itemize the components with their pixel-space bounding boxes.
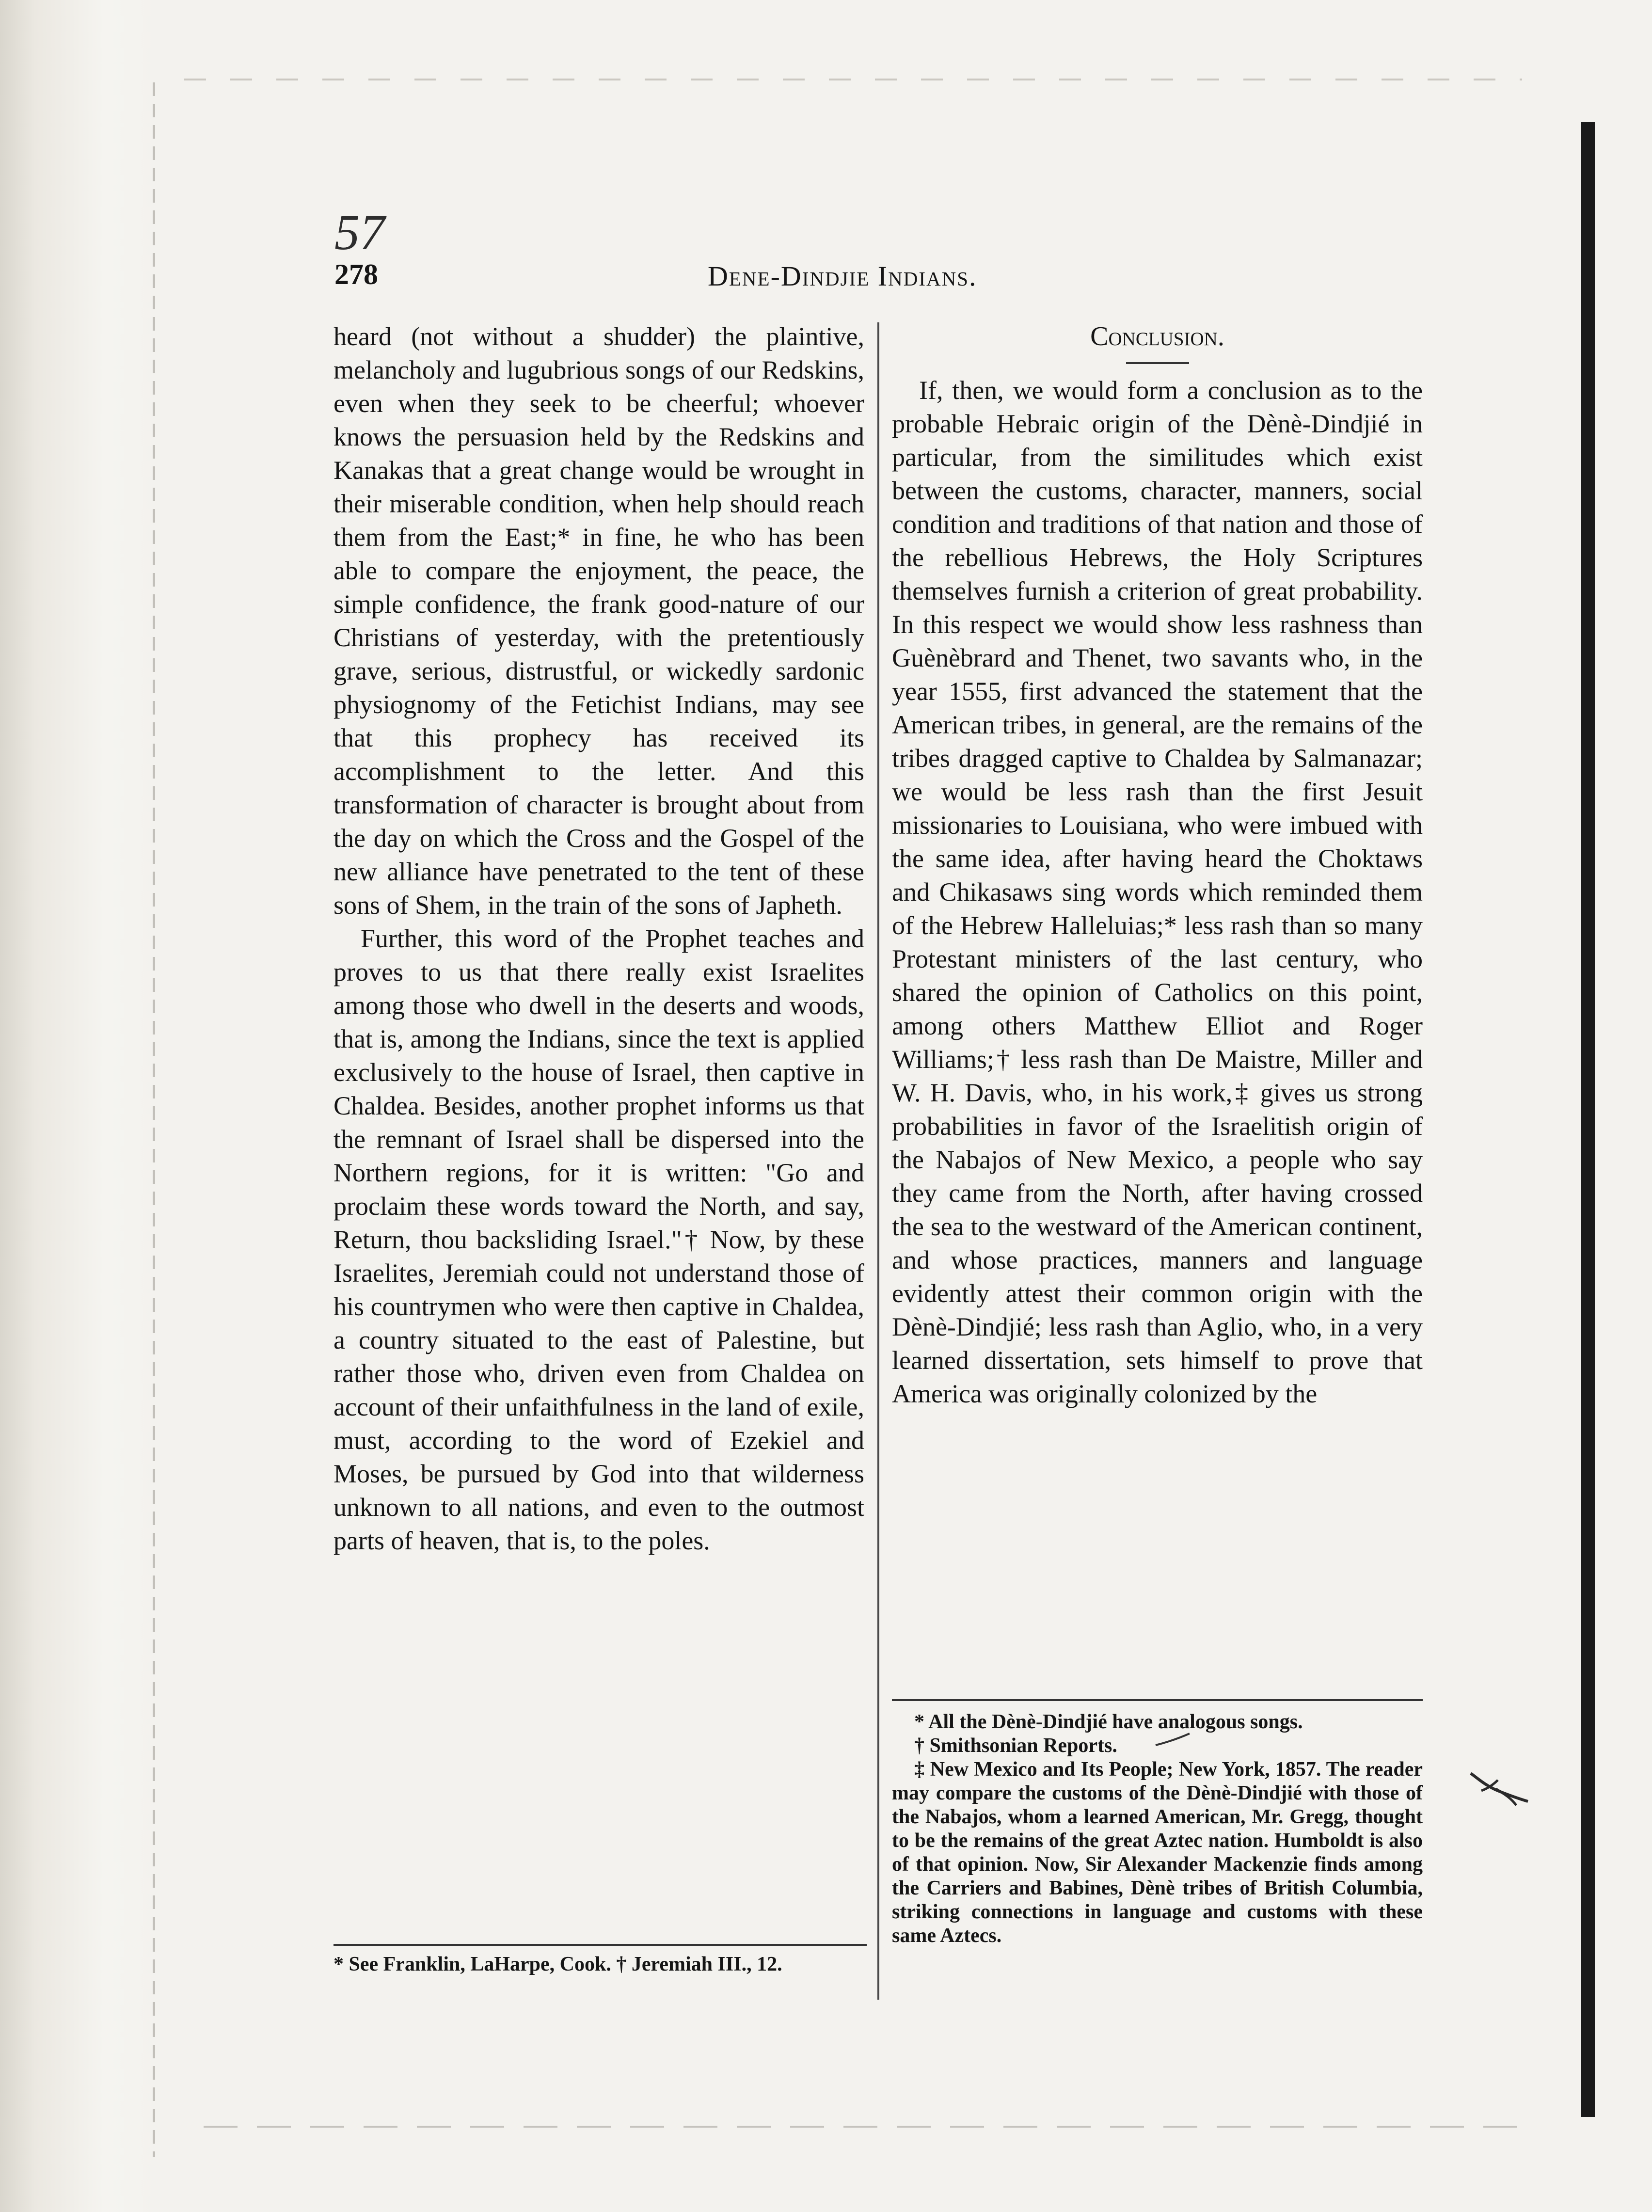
handwritten-folio-number: 57 [334, 205, 385, 260]
section-title-rule [1126, 362, 1189, 364]
scan-left-shadow [0, 0, 160, 2212]
left-paragraph-1: heard (not without a shudder) the plaintive, melancholy and lugubrious songs of our Redskins, even when they seek to be cheerful; whoever knows the persuasion held by the Redskins and Kanakas that a great change would be wrought in their miserable condition, when help should reach them from the East;* in fine, he who has been able to compare the enjoyment, the peace, the simple confidence, the frank good-nature of our Christians of yesterday, with the pretentiously grave, serious, distrustful, or wickedly sardonic physiognomy of the Fetichist Indians, may see that this prophecy has received its accomplishment to the letter. And this transformation of character is brought about from the day on which the Cross and the Gospel of the new alliance have penetrated to the tent of these sons of Shem, in the train of the sons of Japheth. [334, 322, 864, 920]
left-footnote: * See Franklin, LaHarpe, Cook. † Jeremiah III., 12. [334, 1953, 782, 1975]
page-number: 278 [334, 258, 378, 290]
scan-bottom-noise [204, 2126, 1522, 2128]
footnote-asterisk: * All the Dènè-Dindjié have analogous songs. [914, 1711, 1303, 1733]
margin-pen-mark [1468, 1769, 1531, 1808]
left-column [334, 320, 864, 1558]
footnote-double-dagger: ‡ New Mexico and Its People; New York, 1857. The reader may compare the customs of the Dènè-Dindjié with those of the Nabajos, whom a learned American, Mr. Gregg, thought to be the remains of the great Aztec nation. Humboldt is also of that opinion. Now, Sir Alexander Mackenzie finds among the Carriers and Babines, Dènè tribes of British Columbia, striking connections in language and customs with these same Aztecs. [892, 1758, 1423, 1947]
right-paragraph: If, then, we would form a conclusion as to the probable Hebraic origin of the Dènè-Dindjié in particular, from the similitudes which exist between the customs, character, manners, social condition and traditions of that nation and those of the rebellious Hebrews, the Holy Scriptures themselves furnish a criterion of great probability. In this respect we would show less rashness than Guènèbrard and Thenet, two savants who, in the year 1555, first advanced the statement that the American tribes, in general, are the remains of the tribes dragged captive to Chaldea by Salmanazar; we would be less rash than the first Jesuit missionaries to Louisiana, who were imbued with the same idea, after having heard the Choktaws and Chikasaws sing words which reminded them of the Hebrew Halleluias;* less rash than so many Protestant ministers of the last century, who shared the opinion of Catholics on this point, among others Matthew Elliot and Roger Williams;† less rash than De Maistre, Miller and W. H. Davis, who, in his work,‡ gives us strong probabilities in favor of the Israelitish origin of the Nabajos of New Mexico, a people who say they came from the North, after having crossed the sea to the westward of the American continent, and whose practices, manners and language evidently attest their common origin with the Dènè-Dindjié; less rash than Aglio, who, in a very learned dissertation, sets himself to prove that America was originally colonized by the [892, 376, 1423, 1408]
column-divider [877, 322, 879, 2000]
page-right-border [1581, 122, 1595, 2117]
section-title-conclusion: Conclusion. [1090, 321, 1224, 351]
left-footnote-rule [334, 1944, 867, 1946]
right-footnote-rule [892, 1699, 1423, 1701]
scan-top-noise [184, 79, 1522, 80]
right-column [892, 320, 1423, 1411]
scan-left-crease [153, 82, 155, 2157]
left-paragraph-2: Further, this word of the Prophet teaches and proves to us that there really exist Israelites among those who dwell in the deserts and woods, that is, among the Indians, since the text is applied exclusively to the house of Israel, then captive in Chaldea. Besides, another prophet informs us that the remnant of Israel shall be dispersed into the Northern regions, for it is written: "Go and proclaim these words toward the North, and say, Return, thou backsliding Israel."† Now, by these Israelites, Jeremiah could not understand those of his countrymen who were then captive in Chaldea, a country situated to the east of Palestine, but rather those who, driven even from Chaldea on account of their unfaithfulness in the land of exile, must, according to the word of Ezekiel and Moses, be pursued by God into that wilderness unknown to all nations, and even to the outmost parts of heaven, that is, to the poles. [334, 924, 864, 1555]
footnote-dagger: † Smithsonian Reports. [914, 1735, 1117, 1757]
pencil-tick-mark [1154, 1731, 1192, 1748]
running-head: Dene-Dindjie Indians. [708, 260, 977, 292]
